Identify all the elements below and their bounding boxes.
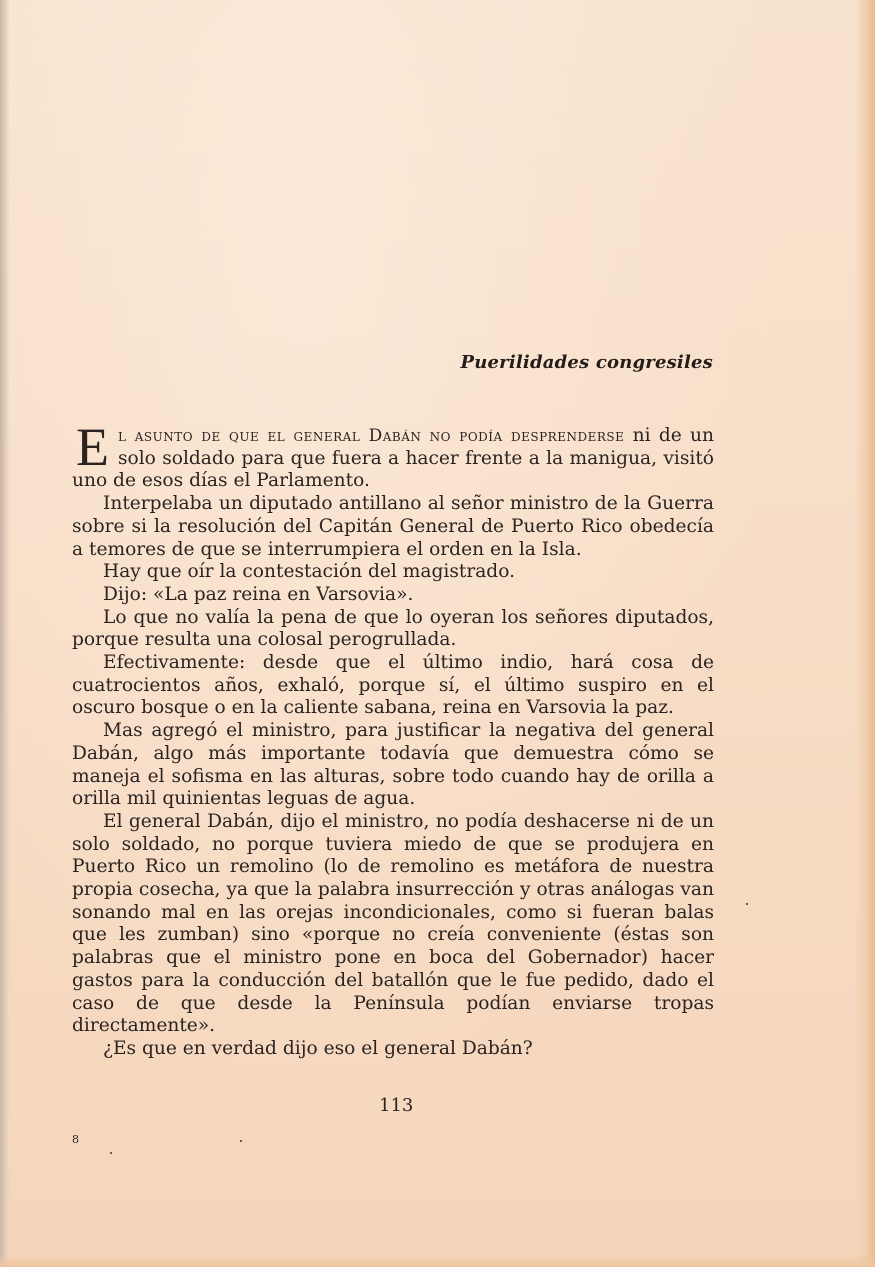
opening-paragraph xyxy=(72,417,714,493)
opening-small-caps: l asunto de que el general Dabán no podía desprenderse xyxy=(118,426,625,446)
signature-mark: 8 xyxy=(72,1133,79,1146)
paper-speck xyxy=(240,1140,242,1142)
body-text xyxy=(72,417,714,1061)
paragraph: Dijo: «La paz reina en Varsovia». xyxy=(103,583,414,605)
paper-speck xyxy=(110,1152,112,1154)
drop-cap: E xyxy=(76,417,109,477)
paragraph: Lo que no valía la pena de que lo oyeran los señores diputados, porque resulta una colosal perogrullada. xyxy=(72,606,714,651)
page-right-edge xyxy=(855,0,875,1267)
paragraph: Mas agregó el ministro, para justificar la negativa del general Dabán, algo más importante todavía que demuestra cómo se maneja el sofisma en las alturas, sobre todo cuando hay de orilla a orilla mil quinientas leguas de agua. xyxy=(72,720,714,810)
paragraph: El general Dabán, dijo el ministro, no podía deshacerse ni de un solo soldado, no porque tuviera miedo de que se produjera en Puerto Rico un remolino (lo de remolino es metáfora de nuestra propia cosecha, ya que la palabra insurrección y otras análogas van sonando mal en las orejas incondicionales, como si fueran balas que les zumban) sino «porque no creía conveniente (éstas son palabras que el ministro pone en boca del Gobernador) hacer gastos para la conducción del batallón que le fue pedido, dado el caso de que desde la Península podían enviarse tropas directamente». xyxy=(72,810,714,1037)
paragraph: Hay que oír la contestación del magistrado. xyxy=(103,561,515,583)
page-left-edge xyxy=(0,0,10,1267)
chapter-title: Puerilidades congresiles xyxy=(460,352,713,373)
paper-speck xyxy=(746,903,748,905)
page-bottom-edge xyxy=(0,1253,875,1267)
opening-rest: ni de un solo soldado para que fuera a hacer frente a la manigua, visitó uno de esos días el Parlamento. xyxy=(72,425,714,492)
paragraph: Efectivamente: desde que el último indio, hará cosa de cuatrocientos años, exhaló, porque sí, el último suspiro en el oscuro bosque o en la caliente sabana, reina en Varsovia la paz. xyxy=(72,652,714,719)
page-number: 113 xyxy=(379,1095,414,1116)
paragraph: Interpelaba un diputado antillano al señor ministro de la Guerra sobre si la resolución del Capitán General de Puerto Rico obedecía a temores de que se interrumpiera el orden en la Isla. xyxy=(72,493,714,560)
paragraph: ¿Es que en verdad dijo eso el general Dabán? xyxy=(103,1037,533,1059)
